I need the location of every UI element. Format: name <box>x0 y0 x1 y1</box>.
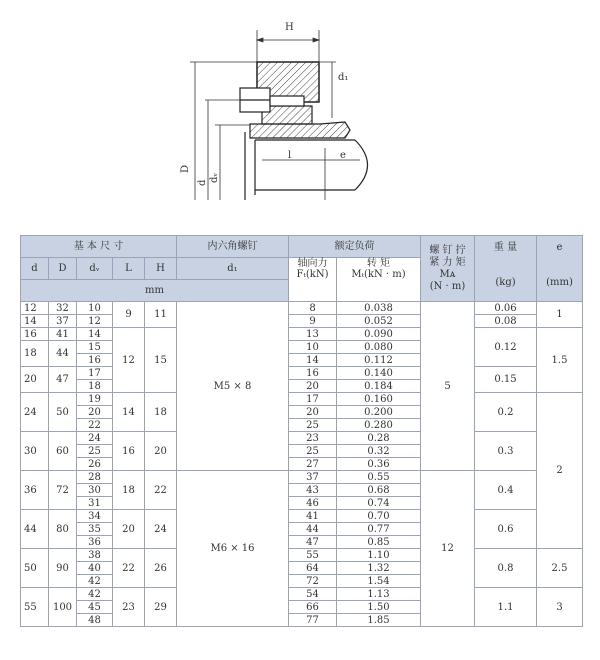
cell-Ft: 44 <box>289 523 337 536</box>
cell-Ft: 14 <box>289 354 337 367</box>
cell-Ft: 8 <box>289 302 337 315</box>
cell-D: 44 <box>49 341 77 367</box>
cell-H: 18 <box>145 393 177 432</box>
table-row <box>21 315 583 328</box>
header-torque-tighten: 螺 钉 拧 紧 力 矩 <box>429 244 466 268</box>
cell-dw: 31 <box>77 497 113 510</box>
header-D: D <box>49 258 77 280</box>
cell-d: 24 <box>21 393 49 432</box>
cell-Mt: 0.200 <box>337 406 421 419</box>
cell-L: 20 <box>113 510 145 549</box>
cell-kg: 0.12 <box>475 328 537 367</box>
cell-Mt: 1.85 <box>337 614 421 627</box>
header-d: d <box>21 258 49 280</box>
cell-Ft: 25 <box>289 445 337 458</box>
cell-Mt: 0.32 <box>337 445 421 458</box>
header-Ft: Fₜ(kN) <box>296 269 329 280</box>
cell-Ft: 41 <box>289 510 337 523</box>
cell-dw: 36 <box>77 536 113 549</box>
table-row <box>21 328 583 341</box>
table-row <box>21 588 583 601</box>
cell-Ft: 9 <box>289 315 337 328</box>
cell-dw: 34 <box>77 510 113 523</box>
header-screw: 内六角螺钉 <box>177 236 289 258</box>
cell-dw: 25 <box>77 445 113 458</box>
cell-Ft: 25 <box>289 419 337 432</box>
cell-dw: 14 <box>77 328 113 341</box>
cell-Mt: 0.55 <box>337 471 421 484</box>
cell-Mt: 1.54 <box>337 575 421 588</box>
cell-Ft: 27 <box>289 458 337 471</box>
cell-Mt: 0.080 <box>337 341 421 354</box>
cell-dw: 15 <box>77 341 113 354</box>
header-H: H <box>145 258 177 280</box>
header-kg: (kg) <box>495 277 516 288</box>
cell-L: 23 <box>113 588 145 627</box>
cell-Mt: 0.70 <box>337 510 421 523</box>
cell-Mt: 0.052 <box>337 315 421 328</box>
cell-Mt: 0.038 <box>337 302 421 315</box>
cell-H: 22 <box>145 471 177 510</box>
cell-dw: 12 <box>77 315 113 328</box>
cell-Mt: 0.85 <box>337 536 421 549</box>
header-e: e <box>556 242 563 253</box>
label-D: D <box>180 164 191 173</box>
dimension-H <box>257 30 319 62</box>
cell-D: 72 <box>49 471 77 510</box>
cell-Mt: 0.184 <box>337 380 421 393</box>
cell-Mt: 1.10 <box>337 549 421 562</box>
cell-MA: 5 <box>421 302 475 471</box>
label-e: e <box>340 150 346 161</box>
spec-table <box>20 235 583 627</box>
cell-Mt: 0.68 <box>337 484 421 497</box>
cell-Ft: 17 <box>289 393 337 406</box>
cell-Mt: 0.36 <box>337 458 421 471</box>
cell-Ft: 10 <box>289 341 337 354</box>
cell-Ft: 47 <box>289 536 337 549</box>
cell-d: 18 <box>21 341 49 367</box>
cell-dw: 24 <box>77 432 113 445</box>
cell-kg: 0.06 <box>475 302 537 315</box>
cell-Ft: 77 <box>289 614 337 627</box>
cell-e: 2.5 <box>537 549 583 588</box>
header-weight: 重 量 <box>493 242 518 253</box>
header-e-unit: (mm) <box>546 277 573 288</box>
label-d1: d₁ <box>338 72 349 83</box>
cell-H: 24 <box>145 510 177 549</box>
cell-MA: 12 <box>421 471 475 627</box>
cell-d: 12 <box>21 302 49 315</box>
cell-Ft: 37 <box>289 471 337 484</box>
table-body <box>21 302 583 627</box>
cell-Ft: 13 <box>289 328 337 341</box>
cell-dw: 38 <box>77 549 113 562</box>
cell-D: 41 <box>49 328 77 341</box>
cell-dw: 22 <box>77 419 113 432</box>
cell-Ft: 20 <box>289 380 337 393</box>
cell-dw: 40 <box>77 562 113 575</box>
cell-Mt: 0.090 <box>337 328 421 341</box>
cell-Mt: 1.13 <box>337 588 421 601</box>
cell-dw: 19 <box>77 393 113 406</box>
cell-dw: 17 <box>77 367 113 380</box>
cell-Ft: 54 <box>289 588 337 601</box>
header-MA: Mᴀ <box>439 268 456 280</box>
cell-dw: 16 <box>77 354 113 367</box>
cell-kg: 0.15 <box>475 367 537 393</box>
cell-L: 16 <box>113 432 145 471</box>
cell-Ft: 16 <box>289 367 337 380</box>
cell-dw: 45 <box>77 601 113 614</box>
cell-dw: 42 <box>77 575 113 588</box>
header-axial: 轴向力 <box>297 258 328 269</box>
cell-dw: 30 <box>77 484 113 497</box>
cell-Ft: 72 <box>289 575 337 588</box>
cell-H: 29 <box>145 588 177 627</box>
cell-H: 11 <box>145 302 177 328</box>
cell-e: 3 <box>537 588 583 627</box>
dimension-D-d-dw <box>190 62 257 200</box>
label-H: H <box>285 22 294 33</box>
cell-Mt: 0.77 <box>337 523 421 536</box>
cell-D: 90 <box>49 549 77 588</box>
cell-D: 100 <box>49 588 77 627</box>
cell-dw: 10 <box>77 302 113 315</box>
cell-L: 22 <box>113 549 145 588</box>
cell-L: 18 <box>113 471 145 510</box>
table-row <box>21 393 583 406</box>
label-d: d <box>197 179 208 186</box>
header-d1: d₁ <box>177 258 289 280</box>
cell-H: 15 <box>145 328 177 393</box>
cell-H: 20 <box>145 432 177 471</box>
cell-Ft: 20 <box>289 406 337 419</box>
cell-D: 47 <box>49 367 77 393</box>
cell-D: 37 <box>49 315 77 328</box>
cell-Ft: 46 <box>289 497 337 510</box>
cell-kg: 0.08 <box>475 315 537 328</box>
cell-dw: 18 <box>77 380 113 393</box>
label-dw: dᵥ <box>209 172 220 183</box>
cell-kg: 1.1 <box>475 588 537 627</box>
cell-d: 36 <box>21 471 49 510</box>
table-row <box>21 549 583 562</box>
table-row <box>21 302 583 315</box>
cell-e: 2 <box>537 393 583 549</box>
cell-Mt: 0.140 <box>337 367 421 380</box>
cell-Ft: 23 <box>289 432 337 445</box>
label-l: l <box>288 150 292 161</box>
cell-Mt: 0.112 <box>337 354 421 367</box>
cell-d: 55 <box>21 588 49 627</box>
cell-d: 50 <box>21 549 49 588</box>
header-L: L <box>113 258 145 280</box>
table-row <box>21 432 583 445</box>
header-torque: 转 矩 <box>366 258 391 269</box>
cell-d: 20 <box>21 367 49 393</box>
cell-d1: M5 × 8 <box>177 302 289 471</box>
cell-d: 44 <box>21 510 49 549</box>
cell-L: 14 <box>113 393 145 432</box>
cell-dw: 48 <box>77 614 113 627</box>
cell-Mt: 0.280 <box>337 419 421 432</box>
cell-kg: 0.6 <box>475 510 537 549</box>
cell-Ft: 55 <box>289 549 337 562</box>
cell-e: 1 <box>537 302 583 328</box>
cell-Mt: 0.74 <box>337 497 421 510</box>
cell-L: 12 <box>113 328 145 393</box>
cell-dw: 42 <box>77 588 113 601</box>
cell-dw: 35 <box>77 523 113 536</box>
cell-d: 30 <box>21 432 49 471</box>
cell-kg: 0.4 <box>475 471 537 510</box>
dimension-d1 <box>319 62 336 118</box>
cell-kg: 0.2 <box>475 393 537 432</box>
cell-dw: 26 <box>77 458 113 471</box>
cell-Mt: 1.50 <box>337 601 421 614</box>
cell-dw: 28 <box>77 471 113 484</box>
header-dw: dᵥ <box>77 258 113 280</box>
cell-D: 60 <box>49 432 77 471</box>
technical-drawing <box>0 0 600 232</box>
cell-e: 1.5 <box>537 328 583 393</box>
table-row <box>21 471 583 484</box>
header-MA-unit: (N · m) <box>429 280 466 292</box>
cell-Ft: 66 <box>289 601 337 614</box>
cell-d: 14 <box>21 315 49 328</box>
cell-d: 16 <box>21 328 49 341</box>
cell-Mt: 1.32 <box>337 562 421 575</box>
cell-Mt: 0.28 <box>337 432 421 445</box>
cell-kg: 0.8 <box>475 549 537 588</box>
table-row <box>21 510 583 523</box>
cell-kg: 0.3 <box>475 432 537 471</box>
header-load: 额定负荷 <box>289 236 421 258</box>
cell-D: 32 <box>49 302 77 315</box>
cell-L: 9 <box>113 302 145 328</box>
header-Mt: Mₜ(kN · m) <box>351 269 406 280</box>
cell-D: 80 <box>49 510 77 549</box>
table-row <box>21 367 583 380</box>
cell-H: 26 <box>145 549 177 588</box>
cell-Ft: 64 <box>289 562 337 575</box>
cell-D: 50 <box>49 393 77 432</box>
cell-dw: 20 <box>77 406 113 419</box>
cell-d1: M6 × 16 <box>177 471 289 627</box>
cell-Ft: 43 <box>289 484 337 497</box>
cell-Mt: 0.160 <box>337 393 421 406</box>
header-mm: mm <box>21 280 289 302</box>
header-basic: 基 本 尺 寸 <box>21 236 177 258</box>
shaft <box>245 132 368 200</box>
